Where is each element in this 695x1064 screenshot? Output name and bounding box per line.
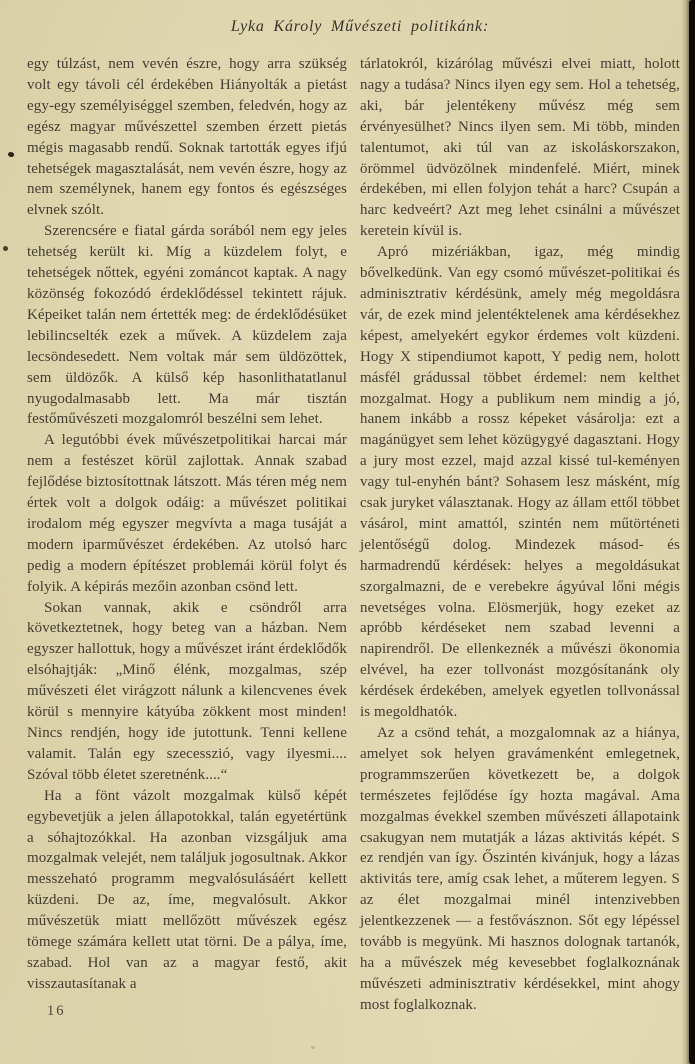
page-number: 16 bbox=[47, 1003, 66, 1019]
scan-edge-shadow bbox=[681, 0, 695, 1064]
paragraph: Sokan vannak, akik e csöndről arra következtetnek, hogy beteg van a házban. Nem egyszer hallottuk, hogy a művészet iránt érdeklődők elsóhajtják: „Minő élénk, mozgalmas, szép művészeti élet virágzott nálunk a kilencvenes évek körül s mennyire kátyúba zökkent most minden! Nincs rendjén, hogy ide jutottunk. Tenni kellene valamit. Talán egy szecesszió, vagy ilyesmi.... Szóval több életet szeretnénk....“ bbox=[27, 599, 347, 783]
left-column bbox=[27, 54, 347, 1016]
right-column bbox=[360, 54, 680, 1016]
paragraph: egy túlzást, nem vevén észre, hogy arra szükség volt egy távoli cél érdekében Hiányolták a pietást egy-egy személyiséggel szemben, feledvén, hogy az egész magyar művészettel szemben érzett pietás mégis magasabb rendű. Soknak tartották egyes ifjú tehetségek magasztalását, nem vevén észre, hogy az nem személynek, hanem egy fontos és egészséges elvnek szólt. bbox=[27, 56, 347, 219]
ink-speck bbox=[311, 1046, 315, 1049]
paragraph: Ha a fönt vázolt mozgalmak külső képét egybevetjük a jelen állapotokkal, talán egyetértünk a sóhajtozókkal. Ha azonban vizsgáljuk ama mozgalmak velejét, nem találjuk jogosultnak. Akkor messzeható programm megvalósulásáért kellett küzdeni. De az, íme, megvalósult. Akkor művészetük miatt mellőzött művészek egész tömege számára kellett utat törni. De a pálya, íme, szabad. Hol van az a magyar festő, akit visszautasítanak a bbox=[27, 787, 347, 992]
running-header: Lyka Károly Művészeti politikánk: bbox=[230, 18, 490, 35]
ink-speck bbox=[3, 246, 8, 251]
paragraph: Az a csönd tehát, a mozgalomnak az a hiánya, amelyet sok helyen gravámenként emlegetnek, programmszerűen következett be, a dolgok természetes fejlődése így hozta magával. Ama mozgalmas évekkel szemben művészeti állapotaink csakugyan nem mutatják a lázas aktivitás képét. S ez rendjén van így. Őszintén kivánjuk, hogy a lázas aktivitás tere, amíg csak lehet, a műterem legyen. S az élet mozgalmai minél intenzivebben jelentkezzenek — a festővásznon. Sőt egy lépéssel tovább is megyünk. Mi hasznos dolognak tartanók, ha a művészek még kevesebbet foglalkoznának művészeti adminisztrativ kérdésekkel, mint ahogy most foglalkoznak. bbox=[360, 725, 680, 1013]
ink-speck bbox=[7, 151, 15, 158]
paragraph: Szerencsére e fiatal gárda sorából nem egy jeles tehetség került ki. Míg a küzdelem folyt, e tehetségek nőttek, egyéni zománcot kaptak. A nagy közönség fokozódó érdeklődéssel tekintett rájuk. Képeiket talán nem értették meg: de érdeklődésüket lebilincselték ezek a művek. A küzdelem zaja lecsöndesedett. Nem voltak már sem üldözöttek, sem üldözők. A külső kép hasonlithatatlanul nyugodalmasabb lett. Ma már tisztán festőművészeti mozgalomról beszélni sem lehet. bbox=[27, 223, 347, 428]
paragraph: tárlatokról, kizárólag művészi elvei miatt, holott nagy a tudása? Nincs ilyen egy sem. Hol a tehetség, aki, bár jelentékeny művész még sem érvényesülhet? Nincs ilyen sem. Mi több, minden talentumot, aki túl van az iskoláskorszakon, örömmel üdvözölnek mindenfelé. Miért, minek érdekében, mi ellen folyjon tehát a harc? Csupán a harc kedveért? Azt meg lehet csinálni a művészet keretein kívül is. bbox=[360, 56, 680, 240]
text-columns bbox=[27, 54, 681, 1016]
paragraph: Apró mizériákban, igaz, még mindig bővelkedünk. Van egy csomó művészet-politikai és adminisztrativ kérdésünk, amely még megoldásra vár, de ezek mind jelentéktelenek ama kérdésekhez képest, amelyekért egykor érdemes volt küzdeni. Hogy X stipendiumot kapott, Y pedig nem, holott másfél grádussal többet érdemel: nem kelthet mozgalmat. Hogy a publikum nem mindig a jó, hanem inkább a rossz képeket vásárolja: ezt a magánügyet sem lehet közügygyé dagasztani. Hogy a jury most ezzel, majd azzal kissé tul-keményen vagy tul-enyhén bánt? Sohasem lesz másként, míg csak juryket választanak. Hogy az állam ettől többet vásárol, mint amattól, szintén nem műtörténeti jelentőségű dolog. Mindezek másod- és harmadrendű kérdések: helyes a megoldásukat szorgalmazni, de e verebekre ágyúval lőni mégis nevetséges volna. Elösmerjük, hogy ezeket az apróbb kérdéseket nem szabad levenni a napirendről. De ellenkeznék a művészi ökonomia elvével, ha ezer tollvonást mozgósítanánk oly kérdések érdekében, amelyek egyetlen tollvonással is megoldhatók. bbox=[360, 244, 680, 721]
paragraph: A legutóbbi évek művészetpolitikai harcai már nem a festészet körül zajlottak. Annak szabad fejlődése biztosítottnak látszott. Más téren még nem értek volt a dolgok odáig: a művészet politikai irodalom még egyszer megvívta a maga tusáját a modern iparművészet érdekében. Az utolsó harc pedig a modern építészet problemái körül folyt és folyik. A képirás mezőin azonban csönd lett. bbox=[27, 432, 347, 595]
